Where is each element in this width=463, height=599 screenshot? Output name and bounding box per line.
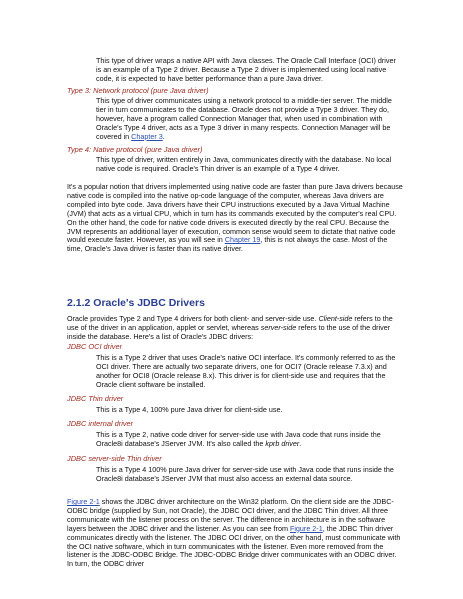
section-heading: 2.1.2 Oracle's JDBC Drivers xyxy=(67,297,205,309)
figure-2-1-link[interactable]: Figure 2-1 xyxy=(67,497,100,506)
server-side-term: server-side xyxy=(260,322,297,332)
type4-description: This type of driver, written entirely in Java, communicates directly with the database. No local native code is required. Oracle's Thin driver is an example of a Type 4 driver. xyxy=(96,155,392,173)
popular-text: It's a popular notion that drivers implemented using native code are faster than pure Java drivers because native code is compiled into the native op-code language of the computer, whereas Java drivers are compiled into byte code. Java drivers have their CPU instructions executed by a Java Virtual Machine (JVM) that acts as a virtual CPU, which in turn has its commands executed by the computer's real CPU. On the other hand, the code for native code drivers is executed directly by the real CPU. Because the JVM represents an additional layer of execution, common sense would seem to dictate that native code would execute faster. However, as you will see in xyxy=(67,182,403,245)
thin-driver-description: This is a Type 4, 100% pure Java driver for client-side use. xyxy=(96,405,283,414)
chapter-3-link[interactable]: Chapter 3 xyxy=(131,131,163,141)
client-side-term: Client-side xyxy=(318,314,353,323)
server-thin-driver-term: JDBC server-side Thin driver xyxy=(67,454,162,463)
chapter-19-link[interactable]: Chapter 19 xyxy=(224,235,261,245)
internal-text: This is a Type 2, native code driver for server-side use with Java code that runs inside the Oracle8i database's JServer JVM. It's also called the xyxy=(96,430,381,448)
native-vs-java-paragraph xyxy=(67,183,403,254)
internal-text-end: . xyxy=(299,438,302,448)
popular-text-end: , this is not always the case. Most of the time, Oracle's Java driver is faster than its native driver. xyxy=(67,235,388,254)
intro-text-1: Oracle provides Type 2 and Type 4 drivers for both client- and server-side use. xyxy=(67,314,319,323)
oci-driver-term: JDBC OCI driver xyxy=(67,342,123,351)
thin-driver-term: JDBC Thin driver xyxy=(67,394,124,403)
type4-term: Type 4: Native protocol (pure Java driver) xyxy=(67,145,203,154)
type3-term: Type 3: Network protocol (pure Java driver) xyxy=(67,86,209,95)
kprb-driver-term: kprb driver xyxy=(265,438,300,448)
architecture-paragraph xyxy=(67,498,403,569)
intro-text-3: refers to the use of the driver inside the database. Here's a list of Oracle's JDBC drivers: xyxy=(67,322,391,341)
type3-description xyxy=(96,97,400,142)
type3-text-end: . xyxy=(162,131,165,141)
internal-driver-term: JDBC internal driver xyxy=(67,419,134,428)
drivers-intro-paragraph xyxy=(67,315,403,342)
figure-text-2: , the JDBC Thin driver communicates directly with the listener. The JDBC OCI driver, on the other hand, must communicate with the OCI native software, which in turn communicates with the listener. Even more removed from the listener is the JDBC-ODBC Bridge. The JDBC-ODBC Bridge driver communicates with an ODBC driver. In turn, the ODBC driver xyxy=(67,523,401,569)
oci-driver-description: This is a Type 2 driver that uses Oracle's native OCI interface. It's commonly referred to as the OCI driver. There are actually two separate drivers, one for OCI7 (Oracle release 7.3.x) and another for OCI8 (Oracle release 8.x). This driver is for client-side use and requires that the Oracle client software be installed. xyxy=(96,353,396,389)
figure-2-1-link-second[interactable]: Figure 2-1 xyxy=(289,523,323,533)
type3-text: This type of driver communicates using a network protocol to a middle-tier server. The middle tier in turn communicates to the database. Oracle does not provide a Type 3 driver. They do, however, have a program called Connection Manager that, when used in combination with Oracle's Type 4 driver, acts as a Type 3 driver in many respects. Connection Manager will be covered in xyxy=(96,96,392,141)
figure-text-1: shows the JDBC driver architecture on the Win32 platform. On the client side are the JDBC-ODBC bridge (supplied by Sun, not Oracle), the JDBC OCI driver, and the JDBC Thin driver. All three communicate with the listener process on the server. The difference in architecture is in the software layers between the JDBC driver and the listener. As you can see from xyxy=(67,497,394,533)
type2-description: This type of driver wraps a native API with Java classes. The Oracle Call Interface (OCI) driver is an example of a Type 2 driver. Because a Type 2 driver is implemented using local native code, it is expected to have better performance than a pure Java driver. xyxy=(96,56,396,83)
intro-text-2: refers to the use of the driver in an application, applet or servlet, whereas xyxy=(67,314,393,332)
internal-driver-description xyxy=(96,431,400,449)
server-thin-driver-description: This is a Type 4 100% pure Java driver for server-side use with Java code that runs inside the Oracle8i database's JServer JVM that must also access an external data source. xyxy=(96,465,394,483)
